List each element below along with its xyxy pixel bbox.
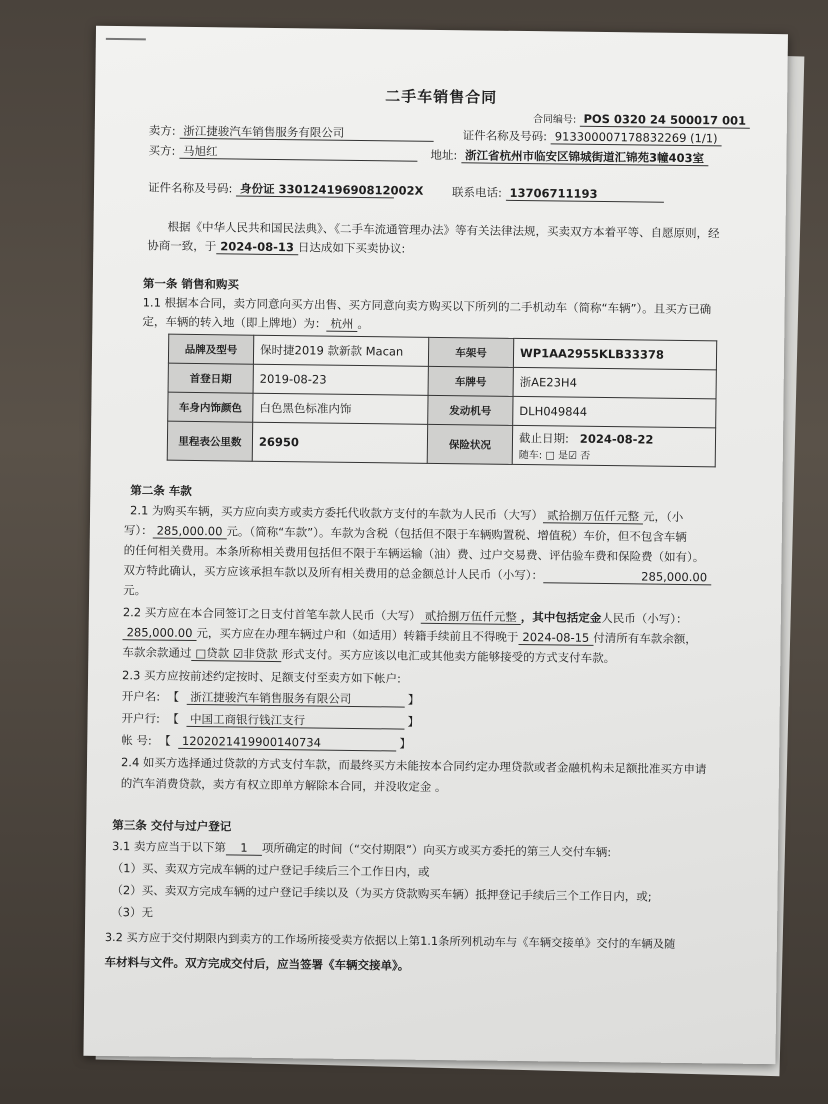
- article-2-1-line-4: 双方特此确认，买方应该承担车款以及所有相关费用的总金额总计人民币（小写）： 285,000.00: [123, 564, 711, 585]
- article-3-1: 3.1 卖方应当于以下第 1 项所确定的时间（“交付期限”）向买方或买方委托的第三人交付车辆:: [111, 839, 612, 860]
- vehicle-table: [167, 334, 718, 468]
- article-3-2-line-2: 车材料与文件。双方完成交付后，应当签署《车辆交接单》。: [104, 954, 410, 973]
- article-2-3: 2.3 买方应按前述约定按时、足额支付至卖方如下帐户:: [122, 668, 401, 686]
- page-title: 二手车销售合同: [385, 87, 498, 107]
- insurance-follow: 随车: □ 是☑ 否: [518, 449, 591, 462]
- vin-label: 车架号: [428, 337, 513, 367]
- insurance-value: 截止日期: 2024-08-22 随车: □ 是☑ 否: [512, 425, 715, 466]
- mileage-label: 里程表公里数: [167, 421, 252, 461]
- payment-method: □贷款 ☑非贷款: [191, 647, 282, 662]
- article-2-1-line-3: 的任何相关费用。本条所称相关费用包括但不限于车辆运输（油）费、过户交易费、评估验车费和保险费（如有）。: [123, 543, 705, 565]
- color-label: 车身内饰颜色: [168, 392, 253, 422]
- article-2-2-line-3: 车款余款通过 □贷款 ☑非贷款 形式支付。买方应该以电汇或其他卖方能够接受的方式支付车款。: [122, 645, 616, 666]
- buyer-address: 浙江省杭州市临安区锦城街道汇锦苑3幢403室: [461, 149, 708, 166]
- contract-number: 合同编号: POS 0320 24 500017 001: [533, 112, 750, 128]
- article-3-1-option-2: （2）买、卖双方完成车辆的过户登记手续以及（为买方贷款购买车辆）抵押登记手续后三个工作日内，或;: [111, 883, 652, 904]
- intro-line-1: 根据《中华人民共和国民法典》、《二手车流通管理办法》等有关法律法规，买卖双方本着平等、自愿原则，经: [167, 219, 720, 241]
- brand-value: 保时捷2019 款新款 Macan: [253, 335, 428, 366]
- account-number: 1202021419900140734: [178, 735, 396, 751]
- buyer-row: 买方: 马旭红: [148, 144, 417, 161]
- price-uppercase: 贰拾捌万伍仟元整: [543, 509, 643, 524]
- plate-value: 浙AE23H4: [513, 367, 716, 398]
- insurance-label: 保险状况: [427, 424, 512, 464]
- article-2-2-line-2: 285,000.00 元，买方应在办理车辆过户和（如适用）转籍手续前且不得晚于 2024-08-15 付清所有车款余额，: [123, 626, 697, 647]
- article-3-2-line-1: 3.2 买方应于交付期限内到卖方的工作场所接受卖方依据以上第1.1条所列机动车与《车辆交接单》交付的车辆及随: [104, 930, 676, 951]
- first-payment-amount: 285,000.00: [123, 626, 197, 641]
- engine-label: 发动机号: [428, 395, 513, 425]
- article-3-title: 第三条 交付与过户登记: [112, 818, 232, 834]
- table-row: [167, 421, 715, 467]
- insurance-date: 2024-08-22: [579, 431, 654, 447]
- article-2-2-line-1: 2.2 买方应在本合同签订之日支付首笔车款人民币（大写） 贰拾捌万伍仟元整 ，其中包括定金人民币（小写）：: [122, 605, 688, 627]
- article-2-1-line-5: 元。: [123, 583, 147, 598]
- seller-row: 卖方: 浙江捷骏汽车销售服务有限公司: [149, 124, 434, 141]
- seller-cert-row: 证件名称及号码: 913300007178832269 (1/1): [463, 129, 722, 146]
- account-name: 浙江捷骏汽车销售服务有限公司: [186, 691, 404, 707]
- article-2-1-line-2: 写）： 285,000.00 元。（简称“车款”）。车款为含税（包括但不限于车辆购置税、增值税）车价，但不包含车辆: [123, 523, 687, 545]
- delivery-option: 1: [226, 841, 262, 855]
- intro-date: 2024-08-13: [216, 240, 298, 255]
- buyer-phone: 13706711193: [505, 187, 663, 203]
- first-payment-uppercase: 贰拾捌万伍仟元整: [421, 610, 521, 625]
- address-row: 地址: 浙江省杭州市临安区锦城街道汇锦苑3幢403室: [430, 149, 708, 166]
- price-amount: 285,000.00: [153, 525, 227, 540]
- color-value: 白色黑色标准内饰: [253, 393, 428, 424]
- article-1-title: 第一条 销售和购买: [142, 276, 239, 292]
- reg-date-label: 首登日期: [168, 363, 253, 393]
- article-3-1-option-3: （3）无: [111, 905, 154, 920]
- contract-number-value: POS 0320 24 500017 001: [579, 113, 750, 129]
- engine-value: DLH049844: [513, 396, 716, 427]
- contract-page: [83, 26, 788, 1064]
- article-3-1-option-1: （1）买、卖双方完成车辆的过户登记手续后三个工作日内，或: [111, 861, 430, 879]
- balance-due-date: 2024-08-15: [518, 631, 593, 646]
- seller-cert: 913300007178832269 (1/1): [551, 130, 722, 146]
- article-1-1-line-2: 定，车辆的转入地（即上牌地）为： 杭州 。: [142, 314, 369, 332]
- article-2-title: 第二条 车款: [130, 483, 192, 498]
- account-name-row: 开户名: 【 浙江捷骏汽车销售服务有限公司 】: [121, 689, 420, 707]
- account-number-row: 帐 号: 【 1202021419900140734 】: [121, 733, 412, 751]
- buyer-cert-row: 证件名称及号码: 身份证 33012419690812002X: [147, 180, 424, 198]
- reg-date-value: 2019-08-23: [253, 364, 428, 395]
- total-amount: 285,000.00: [543, 569, 711, 585]
- buyer-cert: 身份证 33012419690812002X: [236, 182, 394, 198]
- article-2-1-line-1: 2.1 为购买车辆，买方应向卖方或卖方委托代收款方支付的车款为人民币（大写） 贰拾捌万伍仟元整 元，（小: [130, 503, 684, 524]
- seller-name: 浙江捷骏汽车销售服务有限公司: [179, 125, 433, 142]
- transfer-place: 杭州: [326, 318, 357, 332]
- plate-label: 车牌号: [428, 366, 513, 396]
- mileage-value: 26950: [252, 422, 427, 463]
- account-bank-row: 开户行: 【 中国工商银行钱江支行 】: [121, 711, 420, 729]
- article-1-1-line-1: 1.1 根据本合同，卖方同意向买方出售、买方同意向卖方购买以下所列的二手机动车（简称“车辆”）。且买方已确: [142, 295, 712, 317]
- brand-label: 品牌及型号: [168, 334, 253, 364]
- phone-row: 联系电话: 13706711193: [452, 186, 664, 202]
- account-bank: 中国工商银行钱江支行: [186, 713, 404, 729]
- article-2-4-line-1: 2.4 如买方选择通过贷款的方式支付车款，而最终买方未能按本合同约定办理贷款或者金融机构未足额批准买方申请: [120, 755, 707, 777]
- intro-line-2: 协商一致，于 2024-08-13 日达成如下买卖协议:: [147, 238, 406, 256]
- article-2-4-line-2: 的汽车消费贷款，卖方有权立即单方解除本合同，并没收定金 。: [120, 776, 447, 795]
- ink-mark: [106, 38, 146, 40]
- vin-value: WP1AA2955KLB33378: [513, 338, 716, 369]
- buyer-name: 马旭红: [179, 145, 417, 162]
